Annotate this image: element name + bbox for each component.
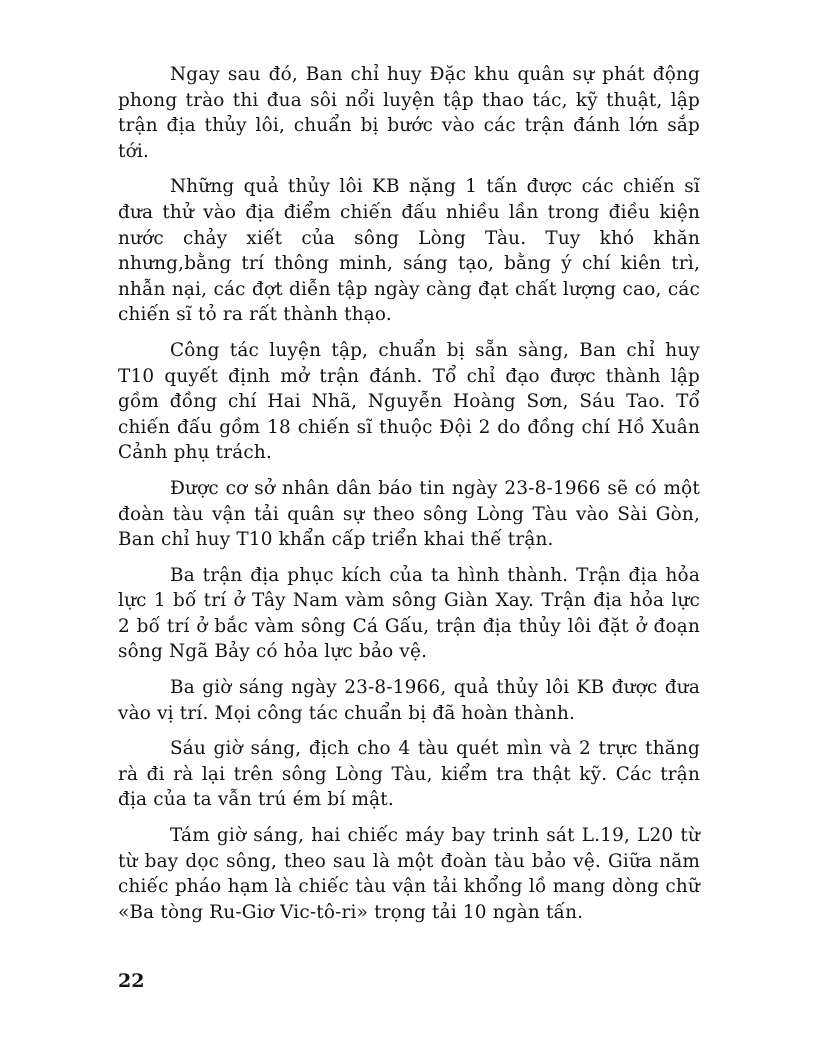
page-body [118,62,700,935]
paragraph-4: Được cơ sở nhân dân báo tin ngày 23-8-1966 sẽ có một đoàn tàu vận tải quân sự theo sông Lòng Tàu vào Sài Gòn, Ban chỉ huy T10 khẩn cấp triển khai thế trận. [118,477,700,551]
paragraph-5: Ba trận địa phục kích của ta hình thành. Trận địa hỏa lực 1 bố trí ở Tây Nam vàm sông Giàn Xay. Trận địa hỏa lực 2 bố trí ở bắc vàm sông Cá Gấu, trận địa thủy lôi đặt ở đoạn sông Ngã Bảy có hỏa lực bảo vệ. [118,564,700,663]
paragraph-6: Ba giờ sáng ngày 23-8-1966, quả thủy lôi KB được đưa vào vị trí. Mọi công tác chuẩn bị đã hoàn thành. [118,677,700,724]
paragraph-8: Tám giờ sáng, hai chiếc máy bay trinh sát L.19, L20 từ từ bay dọc sông, theo sau là một đoàn tàu bảo vệ. Giữa năm chiếc pháo hạm là chiếc tàu vận tải khổng lồ mang dòng chữ «Ba tòng Ru-Giơ Vic-tô-ri» trọng tải 10 ngàn tấn. [118,825,700,923]
paragraph-3: Công tác luyện tập, chuẩn bị sẵn sàng, Ban chỉ huy T10 quyết định mở trận đánh. Tổ chỉ đạo được thành lập gồm đồng chí Hai Nhã, Nguyễn Hoàng Sơn, Sáu Tao. Tổ chiến đấu gồm 18 chiến sĩ thuộc Đội 2 do đồng chí Hồ Xuân Cảnh phụ trách. [118,339,700,464]
paragraph-7: Sáu giờ sáng, địch cho 4 tàu quét mìn và 2 trực thăng rà đi rà lại trên sông Lòng Tàu, kiểm tra thật kỹ. Các trận địa của ta vẫn trú ém bí mật. [118,738,700,811]
paragraph-1: Ngay sau đó, Ban chỉ huy Đặc khu quân sự phát động phong trào thi đua sôi nổi luyện tập thao tác, kỹ thuật, lập trận địa thủy lôi, chuẩn bị bước vào các trận đánh lớn sắp tới. [118,64,700,162]
paragraph-2: Những quả thủy lôi KB nặng 1 tấn được các chiến sĩ đưa thử vào địa điểm chiến đấu nhiều lần trong điều kiện nước chảy xiết của sông Lòng Tàu. Tuy khó khăn nhưng,bằng trí thông minh, sáng tạo, bằng ý chí kiên trì, nhẫn nại, các đợt diễn tập ngày càng đạt chất lượng cao, các chiến sĩ tỏ ra rất thành thạo. [118,176,700,326]
page-number: 22 [118,970,145,992]
